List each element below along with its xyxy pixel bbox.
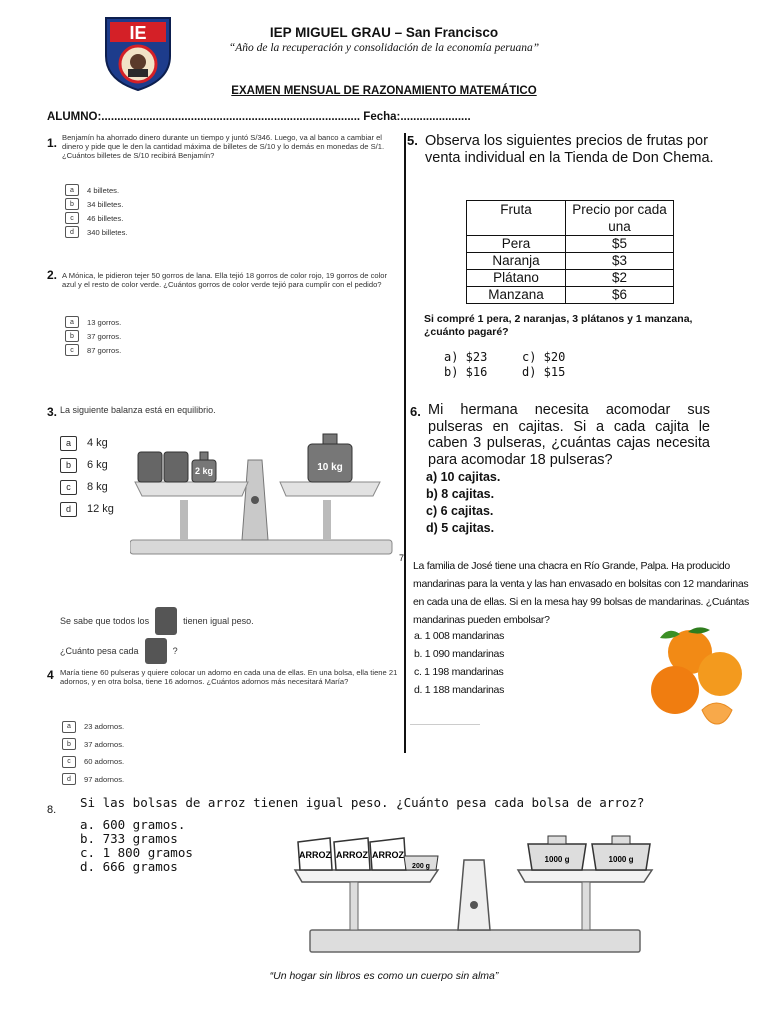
q8-balance-scale [290, 830, 660, 955]
q7-option-d[interactable]: d. 1 188 mandarinas [414, 684, 505, 696]
column-divider [404, 133, 406, 753]
q7-text: La familia de José tiene una chacra en Río Grande, Palpa. Ha producido mandarinas para la venta y las han envasado en bolsitas con 12 mandarinas en cada una de ellas. Si en la mesa hay 99 bolsas de mandarinas. ¿Cuántas mandarinas pueden embolsar? [413, 560, 749, 626]
q1-option-c[interactable]: c 46 billetes. [65, 211, 128, 225]
q3-weight-10kg: 10 kg [317, 462, 343, 473]
table-row: Plátano $2 [467, 270, 674, 287]
q5-question: Si compré 1 pera, 2 naranjas, 3 plátanos y 1 manzana, ¿cuánto pagaré? [424, 313, 693, 338]
school-name: IEP MIGUEL GRAU – San Francisco [269, 25, 499, 40]
q5-text: Observa los siguientes precios de frutas por venta individual en la Tienda de Don Chema. [425, 133, 714, 166]
q1-option-b[interactable]: b 34 billetes. [65, 197, 128, 211]
q1-options [65, 183, 128, 239]
q2-option-a[interactable]: a 13 gorros. [65, 315, 121, 329]
q3-note-equal-weight: Se sabe que todos los tienen igual peso. [60, 607, 254, 635]
q8-weight-1000g: 1000 g [608, 855, 634, 864]
q2-options [65, 315, 121, 357]
q4-option-d[interactable]: d 97 adornos. [62, 771, 124, 789]
q7-option-c[interactable]: c. 1 198 mandarinas [414, 666, 504, 678]
q6-option-a[interactable]: a) 10 cajitas. [426, 470, 501, 484]
q3-note-question: ¿Cuánto pesa cada ? [60, 638, 178, 664]
q8-option-b[interactable]: b. 733 gramos [80, 831, 178, 846]
q3-option-b[interactable]: b 6 kg [60, 454, 114, 476]
q1-option-d[interactable]: d 340 billetes. [65, 225, 128, 239]
q2-text: A Mónica, le pidieron tejer 50 gorros de lana. Ella tejió 18 gorros de color rojo, 19 gorros de color azul y el resto de color verde. ¿Cuántos gorros de color verde tejió para cumplir con el pedido? [62, 271, 388, 290]
rice-bag-label: ARROZ [372, 850, 404, 860]
q3-option-c[interactable]: c 8 kg [60, 476, 114, 498]
q8-weight-200g: 200 g [412, 863, 430, 870]
can-icon [145, 638, 167, 664]
q8-options [80, 818, 193, 874]
q4-text: María tiene 60 pulseras y quiere colocar un adorno en cada una de ellas. En una bolsa, ella tiene 21 adornos, y en otra bolsa, tiene 16 adornos. ¿Cuántos adornos más necesitará María? [60, 668, 398, 687]
q6-options [426, 469, 500, 537]
q5-option-c[interactable]: c) $20 [522, 350, 566, 364]
q1-text: Benjamín ha ahorrado dinero durante un tiempo y juntó S/346. Luego, va al banco a cambiar el dinero y pide que le den la cantidad máxima de billetes de S/10 y lo demás en monedas de S/1. ¿Cuántos billetes de S/10 recibirá Benjamín? [62, 133, 385, 161]
q3-text: La siguiente balanza está en equilibrio. [60, 405, 216, 415]
q8-option-c[interactable]: c. 1 800 gramos [80, 845, 193, 860]
q3-options [60, 432, 114, 520]
exam-title: EXAMEN MENSUAL DE RAZONAMIENTO MATEMÁTICO [231, 85, 537, 97]
q8-option-d[interactable]: d. 666 gramos [80, 859, 178, 874]
q4-option-a[interactable]: a 23 adornos. [62, 718, 124, 736]
divider-line [410, 724, 480, 725]
q1-option-a[interactable]: a 4 billetes. [65, 183, 128, 197]
q3-number: 3. [47, 405, 58, 419]
q5-option-d[interactable]: d) $15 [522, 365, 566, 379]
footer-quote: “Un hogar sin libros es como un cuerpo sin alma” [269, 970, 499, 982]
q5-number: 5. [407, 133, 418, 148]
q3-option-a[interactable]: a 4 kg [60, 432, 114, 454]
q6-option-c[interactable]: c) 6 cajitas. [426, 504, 494, 518]
q4-number: 4 [47, 668, 54, 682]
q7-options [414, 627, 504, 699]
q8-option-a[interactable]: a. 600 gramos. [80, 817, 186, 832]
q4-option-c[interactable]: c 60 adornos. [62, 753, 124, 771]
student-line: ALUMNO:................................................................................. Fecha:...................... [47, 111, 471, 123]
q6-option-d[interactable]: d) 5 cajitas. [426, 521, 495, 535]
q4-options [62, 718, 124, 788]
q5-option-a[interactable]: a) $23 [444, 350, 488, 364]
q3-option-d[interactable]: d 12 kg [60, 498, 114, 520]
table-row: Naranja $3 [467, 253, 674, 270]
q4-option-b[interactable]: b 37 adornos. [62, 736, 124, 754]
q2-number: 2. [47, 268, 58, 282]
q8-text: Si las bolsas de arroz tienen igual peso. ¿Cuánto pesa cada bolsa de arroz? [80, 795, 645, 810]
q7-option-b[interactable]: b. 1 090 mandarinas [414, 648, 505, 660]
table-header: Fruta [467, 201, 566, 236]
rice-bag-label: ARROZ [336, 850, 368, 860]
logo-text: IE [129, 23, 147, 43]
q7-option-a[interactable]: a. 1 008 mandarinas [414, 630, 505, 642]
rice-bag-label: ARROZ [299, 850, 331, 860]
mandarins-image [640, 622, 744, 732]
q8-number: 8. [47, 804, 57, 816]
q3-balance-scale [130, 430, 400, 555]
q2-option-b[interactable]: b 37 gorros. [65, 329, 121, 343]
fruit-price-table [466, 200, 674, 304]
q1-number: 1. [47, 136, 58, 150]
table-row: Pera $5 [467, 236, 674, 253]
q6-text: Mi hermana necesita acomodar sus pulseras en cajitas. Si a cada cajita le caben 3 pulseras, ¿cuántas cajas necesita para acomodar 18 pulseras? [428, 402, 710, 468]
q7-number: 7 [399, 553, 405, 563]
q8-weight-1000g: 1000 g [544, 855, 570, 864]
q3-weight-2kg: 2 kg [194, 466, 214, 476]
q2-option-c[interactable]: c 87 gorros. [65, 343, 121, 357]
year-motto: “Año de la recuperación y consolidación de la economía peruana” [228, 42, 540, 54]
q6-number: 6. [410, 404, 421, 419]
table-header: Precio por cada una [566, 201, 674, 236]
q6-option-b[interactable]: b) 8 cajitas. [426, 487, 495, 501]
can-icon [155, 607, 177, 635]
table-header-row [467, 201, 674, 236]
q5-option-b[interactable]: b) $16 [444, 365, 488, 379]
table-row: Manzana $6 [467, 287, 674, 304]
